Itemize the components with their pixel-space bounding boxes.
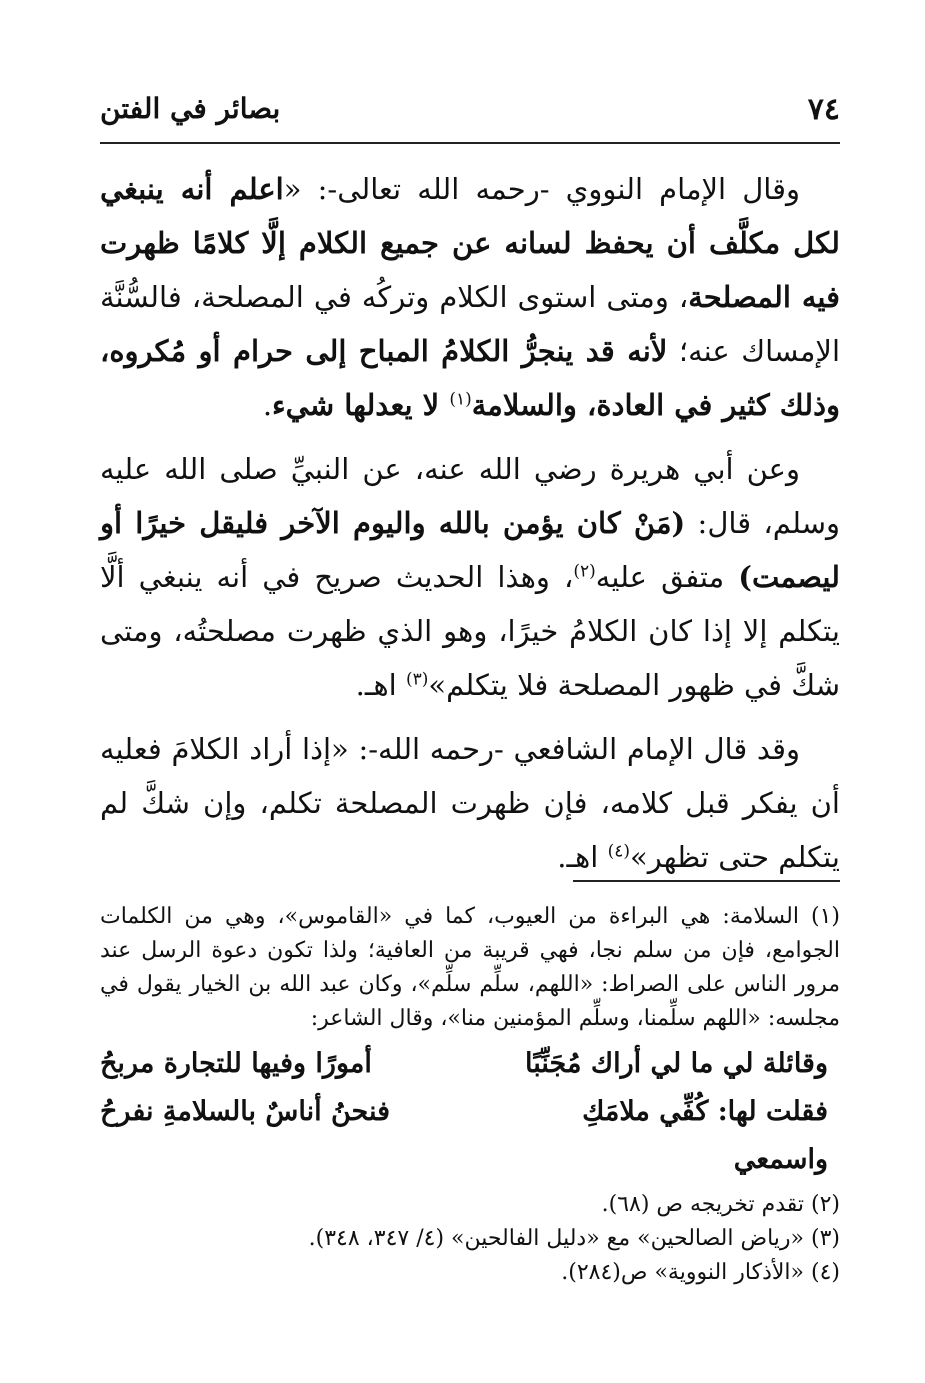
hadith-commentary: ، وهذا الحديث صريح في أنه ينبغي ألَّا يتكلم إلا إذا كان الكلامُ خيرًا، وهو الذي ظهرت مصلحتُه، ومتى شكَّ في ظهور المصلحة فلا يتكلم» [100,560,840,702]
nawawi-end: . [262,388,273,422]
hadith-text: (مَنْ كان يؤمن بالله واليوم الآخر فليقل خيرًا أو ليصمت) [100,506,840,594]
running-title: بصائر في الفتن [100,92,281,125]
footnote-rule [573,880,840,882]
footnote-2: (٢) تقدم تخريجه ص (٦٨). [601,1192,840,1217]
footnote-3: (٣) «رياض الصالحين» مع «دليل الفالحين» (٤/ ٣٤٧، ٣٤٨). [308,1226,840,1251]
poem-verse [100,1088,840,1184]
shafii-end: اهـ. [557,840,608,874]
verse-second-half: فنحنُ أناسٌ بالسلامةِ نفرحُ [100,1096,391,1127]
footnote-4: (٤) «الأذكار النووية» ص(٢٨٤). [561,1260,840,1285]
nawawi-quote-c: لا يعدلها شيء [272,388,450,422]
nawawi-mid: ، ومتى استوى الكلام وتركُه في المصلحة، فالسُّنَّة الإمساك عنه؛ [100,280,840,368]
footnote-ref-4[interactable]: (٤) [607,841,630,862]
poem [100,1040,840,1184]
hadith-source: متفق عليه [595,560,739,594]
poem-verse [100,1040,840,1088]
paragraph-hadith [100,442,840,712]
shafii-quote: وقد قال الإمام الشافعي -رحمه الله-: «إذا أراد الكلامَ فعليه أن يفكر قبل كلامه، فإن ظهرت المصلحة تكلم، وإن شكَّ لم يتكلم حتى تظهر» [100,732,840,874]
page-number: ٧٤ [807,92,840,127]
main-text [100,162,840,894]
nawawi-quote-a: اعلم أنه ينبغي لكل مكلَّف أن يحفظ لسانه عن جميع الكلام إلَّا كلامًا ظهرت فيه المصلحة [100,172,841,314]
paragraph-shafii [100,722,840,884]
verse-second-half: أمورًا وفيها للتجارة مربحُ [100,1048,372,1079]
header-rule [100,142,840,144]
hadith-intro: وعن أبي هريرة رضي الله عنه، عن النبيِّ صلى الله عليه وسلم، قال: [100,452,840,540]
nawawi-intro: وقال الإمام النووي -رحمه الله تعالى-: « [283,172,800,206]
page-header [100,92,840,142]
paragraph-nawawi [100,162,840,432]
footnote-1: (١) السلامة: هي البراءة من العيوب، كما في «القاموس»، وهي من الكلمات الجوامع، فإن من سلم نجا، فهي قريبة من العافية؛ ولذا تكون دعوة الرسل عند مرور الناس على الصراط: «اللهم، سلِّم سلِّم»، وكان عبد الله بن الخيار يقول في مجلسه: «اللهم سلِّمنا، وسلِّم المؤمنين منا»، وقال الشاعر: [100,904,840,1031]
footnote-ref-2[interactable]: (٢) [573,561,596,582]
footnote-ref-3[interactable]: (٣) [405,669,429,690]
footnotes [100,900,840,1290]
hadith-end: اهـ. [355,668,406,702]
footnote-ref-1[interactable]: (١) [449,389,472,410]
nawawi-quote-b: لأنه قد ينجرُّ الكلامُ المباح إلى حرام أو مُكروه، وذلك كثير في العادة، والسلامة [100,334,840,422]
verse-first-half: فقلت لها: كُفِّي ملامَكِ واسمعي [582,1096,828,1175]
verse-first-half: وقائلة لي ما لي أراك مُجَنِّبًا [525,1048,828,1079]
